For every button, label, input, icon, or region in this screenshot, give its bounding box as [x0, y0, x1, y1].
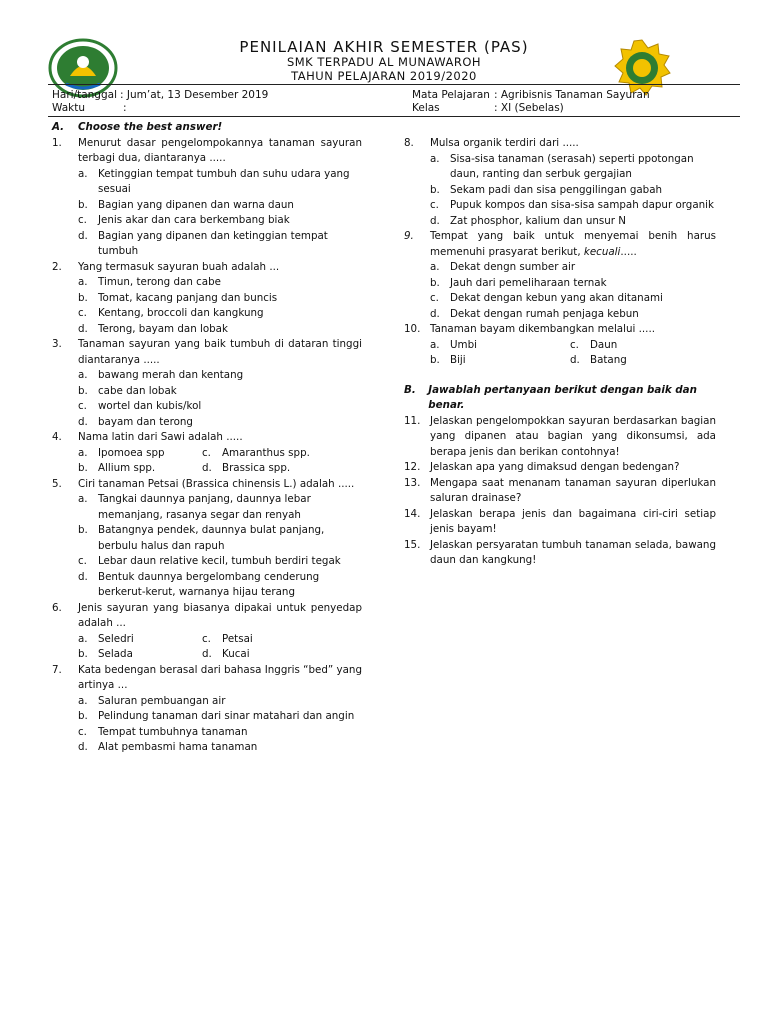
question-number: 11. — [404, 414, 421, 427]
question-text: Mulsa organik terdiri dari ..... — [430, 137, 579, 149]
option-letter: c. — [202, 446, 211, 459]
option-letter: b. — [430, 276, 440, 289]
option-text: Timun, terong dan cabe — [98, 276, 221, 288]
option-letter: a. — [78, 446, 88, 459]
option-row-10-ac — [404, 338, 716, 354]
option-row-6-ac — [52, 632, 362, 648]
option-letter: a. — [430, 261, 440, 273]
option-3b — [52, 384, 362, 400]
question-12 — [404, 460, 716, 476]
option-letter: c. — [570, 338, 579, 351]
option-text: Daun — [590, 338, 618, 351]
option-text: Bentuk daunnya bergelombang cenderung berkerut-kerut, warnanya hijau terang — [98, 570, 320, 598]
option-1c — [52, 213, 362, 229]
option-letter: d. — [78, 415, 88, 428]
question-2 — [52, 260, 362, 276]
option-text: Dekat dengan rumah penjaga kebun — [450, 307, 639, 320]
right-column — [404, 136, 716, 569]
option-8b — [404, 183, 716, 199]
option-5c — [52, 554, 362, 570]
option-9c — [404, 291, 716, 307]
question-text: Tanaman sayuran yang baik tumbuh di dataran tinggi diantaranya ..... — [78, 338, 362, 366]
option-row-4-ac — [52, 446, 362, 462]
option-letter: c. — [78, 555, 87, 567]
question-number: 4. — [52, 431, 62, 443]
option-text: Sekam padi dan sisa penggilingan gabah — [450, 183, 663, 196]
option-2b — [52, 291, 362, 307]
option-letter: b. — [78, 462, 88, 474]
section-letter: B. — [404, 383, 416, 396]
option-5a — [52, 492, 362, 523]
time-label: Waktu — [52, 102, 85, 114]
question-text: Jelaskan berapa jenis dan bagaimana ciri-ciri setiap jenis bayam! — [430, 507, 716, 535]
option-text: Dekat dengn sumber air — [450, 261, 576, 273]
option-9d — [404, 307, 716, 323]
option-text: Umbi — [450, 338, 477, 351]
option-letter: d. — [202, 462, 212, 474]
option-text: Bagian yang dipanen dan warna daun — [98, 198, 294, 211]
option-letter: d. — [570, 354, 580, 366]
option-letter: a. — [78, 167, 88, 180]
option-text: Jauh dari pemeliharaan ternak — [450, 276, 607, 289]
option-text: Seledri — [98, 632, 134, 645]
option-text: Sisa-sisa tanaman (serasah) seperti ppotongan daun, ranting dan serbuk gergajian — [450, 152, 694, 180]
option-text: Selada — [98, 648, 133, 660]
option-7d — [52, 740, 362, 756]
option-letter: d. — [78, 741, 88, 753]
option-text: Ketinggian tempat tumbuh dan suhu udara yang sesuai — [98, 167, 350, 195]
option-text: wortel dan kubis/kol — [98, 400, 202, 412]
option-2c — [52, 306, 362, 322]
question-text: Jelaskan pengelompokkan sayuran berdasarkan bagian yang dipanen atau bagian yang dikonsumsi, ada berapa jenis dan berikan contohnya! — [430, 414, 716, 458]
option-letter: c. — [78, 725, 87, 738]
option-letter: c. — [78, 307, 87, 319]
option-text: Kentang, broccoli dan kangkung — [98, 307, 264, 319]
option-text: Lebar daun relative kecil, tumbuh berdiri tegak — [98, 555, 341, 567]
option-3a — [52, 368, 362, 384]
option-row-6-bd — [52, 647, 362, 663]
question-number: 6. — [52, 601, 62, 614]
option-letter: c. — [430, 199, 439, 211]
left-column — [52, 120, 362, 756]
option-text: Bagian yang dipanen dan ketinggian tempat tumbuh — [98, 229, 328, 257]
option-letter: c. — [202, 632, 211, 645]
option-letter: d. — [202, 648, 212, 660]
option-8a — [404, 152, 716, 183]
question-10 — [404, 322, 716, 338]
question-6 — [52, 601, 362, 632]
option-letter: b. — [78, 384, 88, 397]
option-letter: b. — [78, 524, 88, 536]
question-text: Yang termasuk sayuran buah adalah ... — [78, 260, 280, 273]
exam-title: PENILAIAN AKHIR SEMESTER (PAS) — [239, 38, 529, 56]
option-letter: a. — [78, 632, 88, 645]
option-text: Pelindung tanaman dari sinar matahari dan angin — [98, 710, 355, 722]
question-text: Mengapa saat menanam tanaman sayuran diperlukan saluran drainase? — [430, 476, 716, 504]
option-1b — [52, 198, 362, 214]
option-text: Ipomoea spp — [98, 446, 165, 459]
question-text-italic: kecuali — [583, 245, 621, 258]
question-5 — [52, 477, 362, 493]
option-letter: a. — [78, 276, 88, 288]
question-8 — [404, 136, 716, 152]
option-text: Petsai — [222, 632, 253, 645]
question-7 — [52, 663, 362, 694]
option-8c — [404, 198, 716, 214]
question-text: Jenis sayuran yang biasanya dipakai untuk penyedap adalah ... — [78, 601, 362, 629]
day-label: Hari/tanggal — [52, 89, 117, 101]
option-text: Biji — [450, 354, 466, 366]
question-13 — [404, 476, 716, 507]
option-text: Tempat tumbuhnya tanaman — [98, 725, 248, 738]
option-letter: a. — [430, 338, 440, 351]
option-text: Amaranthus spp. — [222, 446, 310, 459]
option-2d — [52, 322, 362, 338]
option-letter: c. — [78, 400, 87, 412]
meta-divider — [48, 116, 740, 117]
option-3d — [52, 415, 362, 431]
option-letter: b. — [78, 648, 88, 660]
option-1d — [52, 229, 362, 260]
question-text-main: Tempat yang baik untuk menyemai benih harus memenuhi prasyarat berikut, — [430, 230, 716, 258]
question-9 — [404, 229, 716, 260]
option-letter: b. — [78, 291, 88, 304]
subject-label: Mata Pelajaran — [412, 89, 490, 101]
option-3c — [52, 399, 362, 415]
option-1a — [52, 167, 362, 198]
option-text: bayam dan terong — [98, 415, 193, 428]
question-text — [430, 229, 716, 260]
option-text: Brassica spp. — [222, 462, 291, 474]
question-number: 2. — [52, 260, 62, 273]
option-text: bawang merah dan kentang — [98, 369, 244, 381]
day-value: : Jum’at, 13 Desember 2019 — [120, 89, 269, 101]
question-number: 3. — [52, 338, 62, 350]
option-5b — [52, 523, 362, 554]
option-7b — [52, 709, 362, 725]
option-letter: c. — [430, 292, 439, 304]
question-number: 5. — [52, 477, 62, 490]
option-text: Batangnya pendek, daunnya bulat panjang, berbulu halus dan rapuh — [98, 524, 325, 552]
question-number: 8. — [404, 137, 414, 149]
question-text: Menurut dasar pengelompokannya tanaman sayuran terbagi dua, diantaranya ..... — [78, 136, 362, 164]
question-15 — [404, 538, 716, 569]
option-text: Terong, bayam dan lobak — [98, 322, 228, 335]
question-number: 7. — [52, 663, 62, 676]
option-letter: b. — [78, 198, 88, 211]
question-3 — [52, 337, 362, 368]
question-text: Tanaman bayam dikembangkan melalui ..... — [430, 323, 656, 335]
academic-year: TAHUN PELAJARAN 2019/2020 — [291, 69, 477, 83]
question-text-end: ..... — [620, 245, 637, 258]
header-divider — [48, 84, 740, 85]
option-letter: d. — [430, 307, 440, 320]
option-letter: b. — [78, 710, 88, 722]
option-text: Saluran pembuangan air — [98, 694, 226, 707]
section-title: Jawablah pertanyaan berikut dengan baik dan benar. — [428, 383, 697, 411]
option-letter: c. — [78, 214, 87, 226]
section-a-heading — [52, 120, 362, 136]
option-letter: a. — [78, 493, 88, 505]
section-b-heading — [404, 383, 716, 414]
section-letter: A. — [52, 121, 65, 133]
school-name: SMK TERPADU AL MUNAWAROH — [286, 55, 482, 69]
question-text: Ciri tanaman Petsai (Brassica chinensis L.) adalah ..... — [78, 477, 355, 490]
question-1 — [52, 136, 362, 167]
option-letter: a. — [78, 694, 88, 707]
question-text: Nama latin dari Sawi adalah ..... — [78, 431, 243, 443]
option-row-10-bd — [404, 353, 716, 369]
option-letter: a. — [430, 152, 440, 165]
option-text: cabe dan lobak — [98, 384, 177, 397]
option-9b — [404, 276, 716, 292]
question-text: Kata bedengan berasal dari bahasa Inggris “bed” yang artinya ... — [78, 663, 362, 691]
class-label: Kelas — [412, 102, 440, 114]
option-letter: d. — [78, 570, 88, 583]
question-4 — [52, 430, 362, 446]
option-text: Batang — [590, 354, 627, 366]
option-text: Dekat dengan kebun yang akan ditanami — [450, 292, 663, 304]
option-letter: a. — [78, 369, 88, 381]
question-number: 1. — [52, 136, 62, 149]
option-letter: d. — [430, 214, 440, 227]
option-letter: d. — [78, 322, 88, 335]
question-text: Jelaskan apa yang dimaksud dengan bedengan? — [430, 461, 680, 473]
option-text: Pupuk kompos dan sisa-sisa sampah dapur organik — [450, 199, 714, 211]
option-letter: b. — [430, 183, 440, 196]
question-number: 9. — [404, 230, 414, 242]
option-letter: d. — [78, 229, 88, 242]
option-9a — [404, 260, 716, 276]
question-11 — [404, 414, 716, 461]
option-text: Allium spp. — [98, 462, 156, 474]
question-number: 10. — [404, 323, 421, 335]
section-title: Choose the best answer! — [78, 121, 223, 133]
question-number: 12. — [404, 461, 421, 473]
option-letter: b. — [430, 354, 440, 366]
option-text: Alat pembasmi hama tanaman — [98, 741, 258, 753]
option-row-4-bd — [52, 461, 362, 477]
option-text: Jenis akar dan cara berkembang biak — [98, 214, 290, 226]
option-2a — [52, 275, 362, 291]
option-7a — [52, 694, 362, 710]
class-value: : XI (Sebelas) — [494, 102, 564, 114]
question-14 — [404, 507, 716, 538]
question-number: 14. — [404, 507, 421, 520]
option-7c — [52, 725, 362, 741]
subject-value: : Agribisnis Tanaman Sayuran — [494, 89, 650, 101]
option-text: Tomat, kacang panjang dan buncis — [98, 291, 278, 304]
option-text: Zat phosphor, kalium dan unsur N — [450, 214, 626, 227]
option-text: Kucai — [222, 648, 250, 660]
option-8d — [404, 214, 716, 230]
option-5d — [52, 570, 362, 601]
question-number: 13. — [404, 476, 421, 489]
question-text: Jelaskan persyaratan tumbuh tanaman selada, bawang daun dan kangkung! — [430, 538, 716, 566]
question-number: 15. — [404, 538, 421, 551]
option-text: Tangkai daunnya panjang, daunnya lebar memanjang, rasanya segar dan renyah — [98, 493, 311, 521]
time-value: : — [123, 102, 127, 114]
